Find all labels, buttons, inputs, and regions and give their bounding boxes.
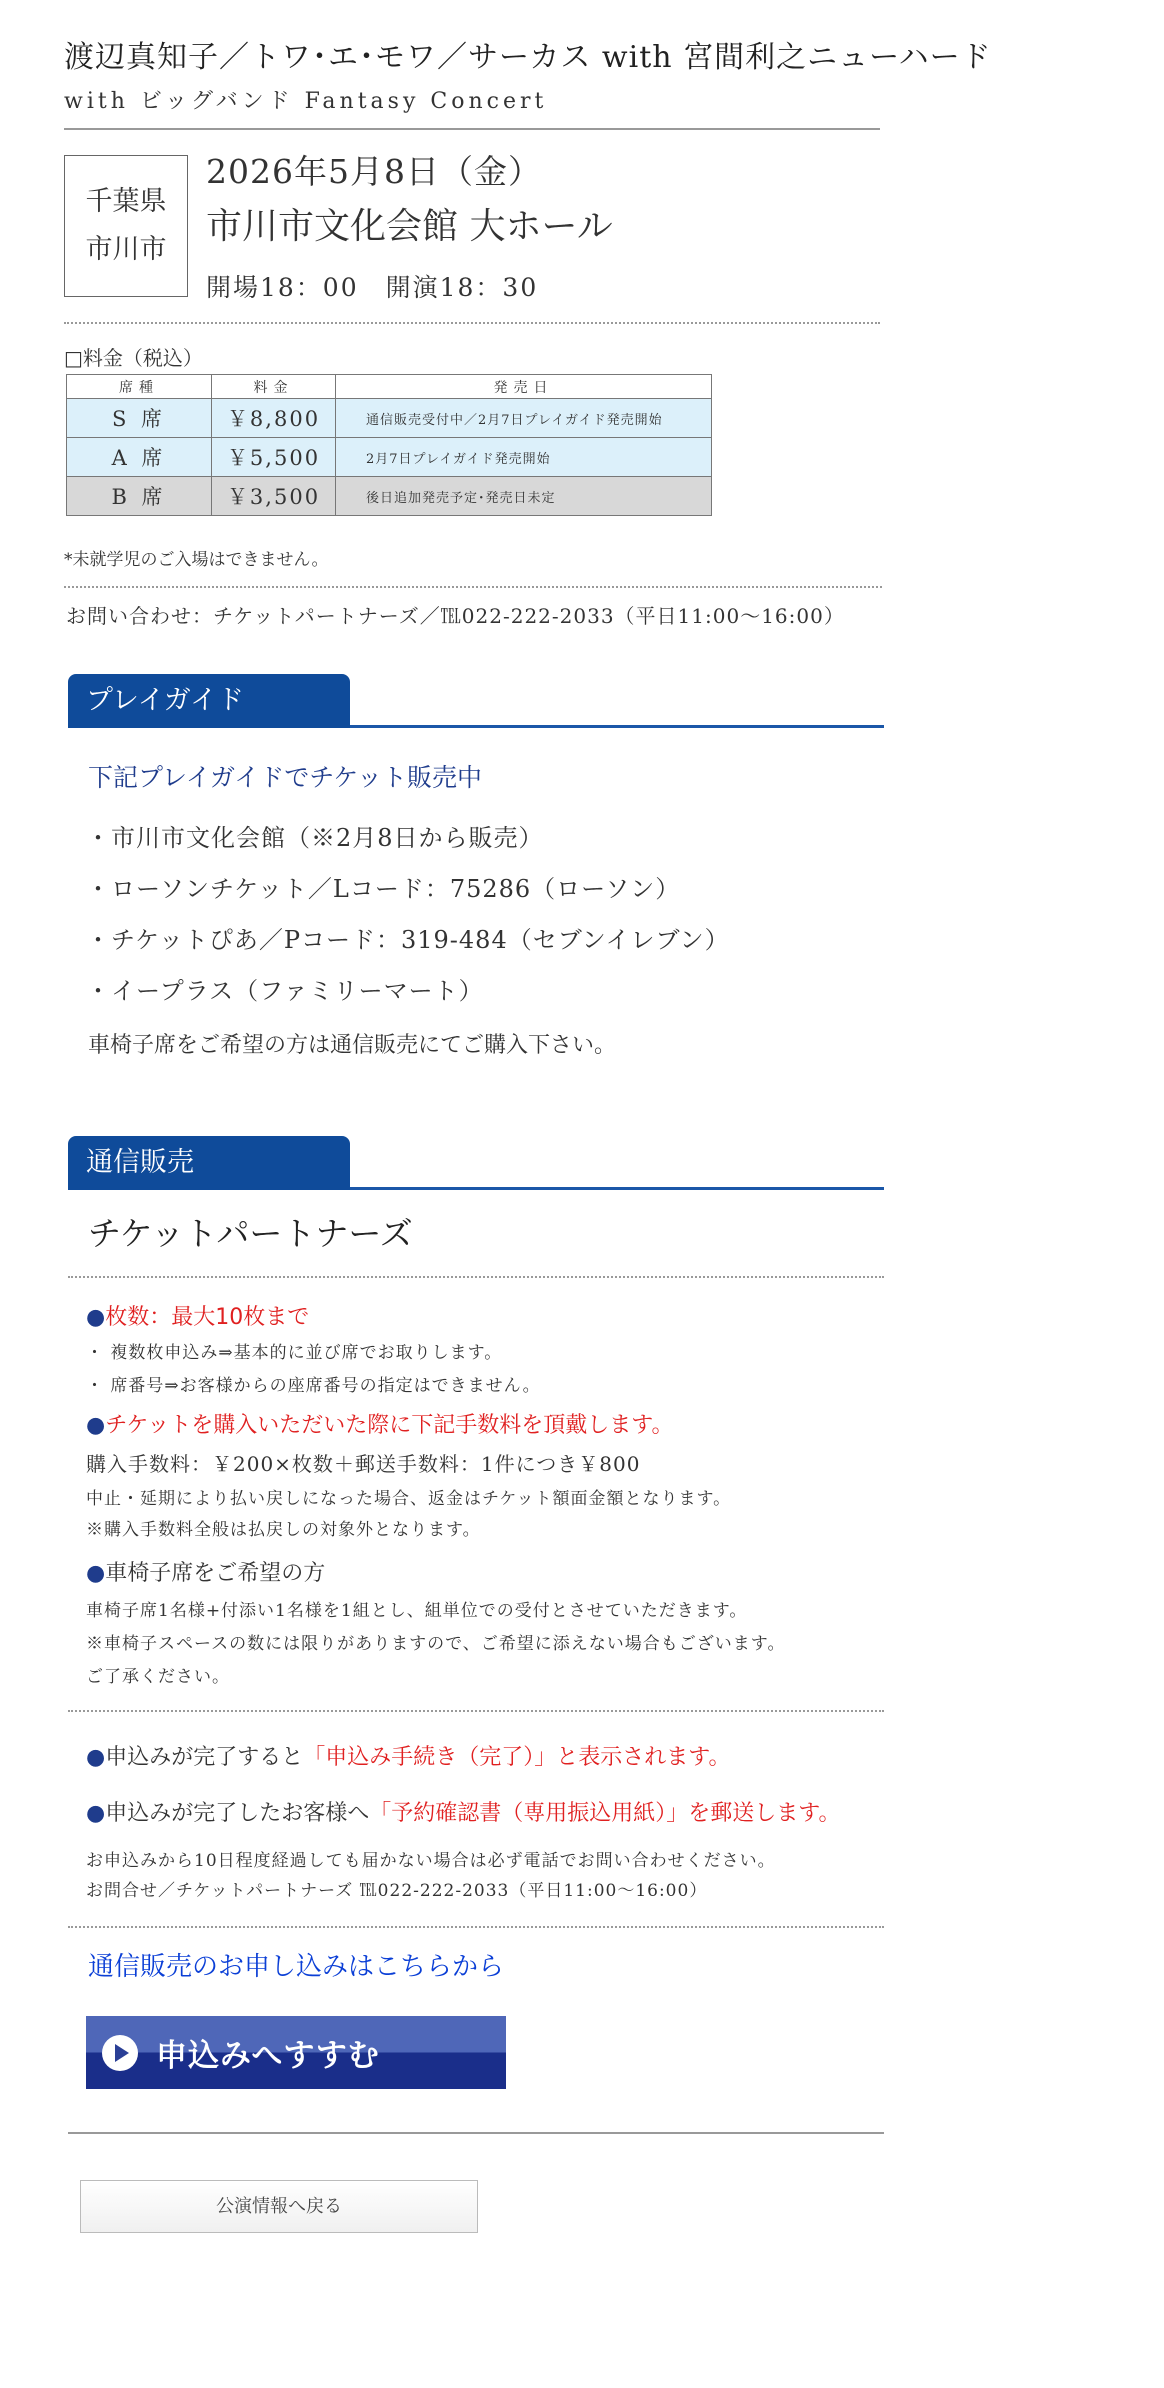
complete-notice-1 [86, 1740, 730, 1771]
header-seat: 席種 [67, 375, 212, 399]
list-item: ・ローソンチケット／Lコード：75286（ローソン） [86, 875, 681, 903]
divider [64, 322, 880, 324]
complete-notice-2-text: 申込みが完了したお客様へ [105, 1801, 370, 1826]
vendor-name: チケットパートナーズ [88, 1214, 413, 1253]
page-subtitle: with ビッグバンド Fantasy Concert [64, 89, 548, 114]
playguide-section-header [68, 674, 884, 728]
divider [68, 1276, 884, 1278]
wheelchair-heading [86, 1556, 325, 1587]
back-to-event-info-button[interactable]: 公演情報へ戻る [80, 2180, 478, 2233]
divider [68, 1710, 884, 1712]
event-date: 2026年5月8日（金） [206, 152, 542, 191]
seat-cell: S 席 [67, 399, 212, 438]
apply-button-label: 申込みへすすむ [156, 2038, 380, 2074]
page-title: 渡辺真知子／トワ･エ･モワ／サーカス with 宮間利之ニューハード [64, 40, 992, 75]
fee-title: チケットを購入いただいた際に下記手数料を頂戴します。 [105, 1413, 674, 1438]
price-table-header [67, 375, 712, 399]
price-table [66, 374, 712, 516]
divider [68, 2132, 884, 2134]
divider [68, 1926, 884, 1928]
prefecture-label: 千葉県 [85, 186, 167, 217]
seat-cell: B 席 [67, 477, 212, 516]
table-row [67, 438, 712, 477]
complete-notice-1-text: 申込みが完了すると [105, 1745, 304, 1770]
complete-notice-1-highlight: 「申込み手続き（完了）」と表示されます。 [303, 1745, 731, 1770]
fee-note: ※購入手数料全般は払戻しの対象外となります。 [86, 1520, 481, 1540]
fee-cell: ￥3,500 [212, 477, 336, 516]
max-tickets-heading [86, 1300, 309, 1331]
event-times: 開場18：00 開演18：30 [206, 273, 539, 302]
wheelchair-line: ※車椅子スペースの数には限りがありますので、ご希望に添えない場合もございます。 [86, 1634, 786, 1654]
list-item: ・イープラス（ファミリーマート） [86, 977, 484, 1005]
max-tickets-line: ・ 複数枚申込み⇒基本的に並び席でお取りします。 [86, 1343, 503, 1363]
price-heading: □料金（税込） [64, 346, 203, 370]
fee-cell: ￥5,500 [212, 438, 336, 477]
header-fee: 料金 [212, 375, 336, 399]
max-tickets-line: ・ 席番号⇒お客様からの座席番号の指定はできません。 [86, 1376, 541, 1396]
fee-line: 購入手数料：￥200×枚数＋郵送手数料：1件につき￥800 [86, 1452, 641, 1476]
wheelchair-line: 車椅子席1名様+付添い1名様を1組とし、組単位での受付とさせていただきます。 [86, 1601, 748, 1621]
city-label: 市川市 [85, 234, 167, 265]
complete-notice-2-highlight: 「予約確認書（専用振込用紙）」を郵送します。 [369, 1801, 841, 1826]
play-icon [102, 2035, 138, 2071]
list-item: ・市川市文化会館（※2月8日から販売） [86, 824, 544, 852]
mailorder-apply-link[interactable]: 通信販売のお申し込みはこちらから [88, 1952, 505, 1982]
divider [64, 586, 882, 588]
complete-notice-2 [86, 1796, 840, 1827]
max-tickets-title: 枚数：最大10枚まで [105, 1305, 310, 1330]
wheelchair-title: 車椅子席をご希望の方 [105, 1561, 326, 1586]
event-venue: 市川市文化会館 大ホール [206, 206, 613, 247]
divider [64, 128, 880, 130]
fee-heading [86, 1408, 673, 1439]
sale-cell: 通信販売受付中／2月7日プレイガイド発売開始 [336, 399, 712, 438]
playguide-tab: プレイガイド [68, 674, 350, 728]
location-box [64, 155, 188, 297]
table-row [67, 477, 712, 516]
bullet-icon: ● [86, 1413, 106, 1438]
mailorder-section-header [68, 1136, 884, 1190]
bullet-icon: ● [86, 1561, 106, 1586]
apply-button[interactable] [86, 2016, 506, 2089]
sale-cell: 2月7日プレイガイド発売開始 [336, 438, 712, 477]
wheelchair-note: 車椅子席をご希望の方は通信販売にてご購入下さい。 [88, 1033, 617, 1058]
list-item: ・チケットぴあ／Pコード：319-484（セブンイレブン） [86, 926, 730, 954]
wheelchair-line: ご了承ください。 [86, 1667, 230, 1687]
bullet-icon: ● [86, 1745, 106, 1770]
bullet-icon: ● [86, 1305, 106, 1330]
mailorder-tab: 通信販売 [68, 1136, 350, 1190]
playguide-lead: 下記プレイガイドでチケット販売中 [88, 763, 483, 792]
header-sale: 発売日 [336, 375, 712, 399]
age-note: *未就学児のご入場はできません。 [64, 550, 329, 570]
sale-cell: 後日追加発売予定･発売日未定 [336, 477, 712, 516]
fee-note: 中止・延期により払い戻しになった場合、返金はチケット額面金額となります。 [86, 1489, 732, 1509]
table-row [67, 399, 712, 438]
bullet-icon: ● [86, 1801, 106, 1826]
inquiry-text: お問い合わせ：チケットパートナーズ／℡022-222-2033（平日11:00～16:00） [66, 604, 845, 628]
contact-line: お問合せ／チケットパートナーズ ℡022-222-2033（平日11:00～16:00） [86, 1881, 708, 1901]
fee-cell: ￥8,800 [212, 399, 336, 438]
seat-cell: A 席 [67, 438, 212, 477]
contact-line: お申込みから10日程度経過しても届かない場合は必ず電話でお問い合わせください。 [86, 1851, 776, 1871]
